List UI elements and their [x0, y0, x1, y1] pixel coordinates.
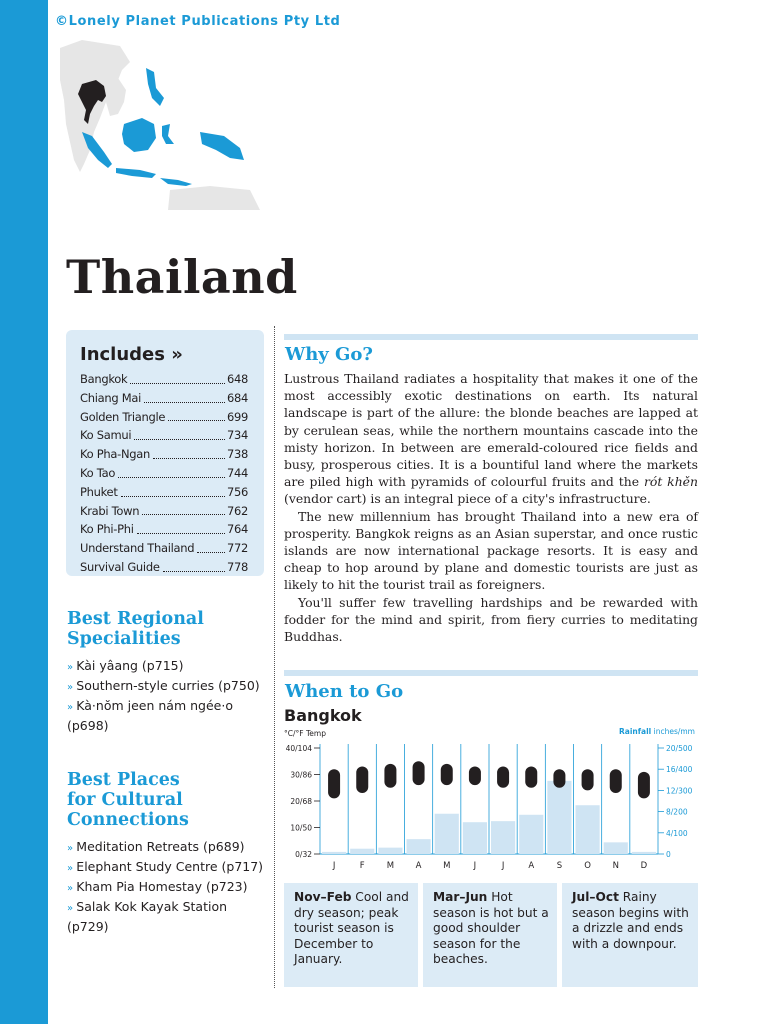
- cultural-item-text: Elephant Study Centre (p717): [76, 859, 264, 874]
- dot-leader: [130, 370, 225, 384]
- rain-tick-label: 4/100: [666, 828, 688, 838]
- includes-list: [80, 370, 248, 577]
- temperature-range-bar: [638, 772, 650, 799]
- month-label: M: [443, 861, 451, 871]
- temp-tick-label: 30/86: [290, 770, 312, 780]
- includes-item[interactable]: [80, 445, 248, 464]
- temperature-range-bar: [610, 769, 622, 793]
- dot-leader: [197, 539, 225, 553]
- month-label: M: [386, 861, 395, 871]
- dot-leader: [142, 502, 225, 516]
- month-label: D: [640, 861, 648, 871]
- dot-leader: [118, 464, 225, 478]
- cultural-item[interactable]: [67, 878, 272, 898]
- temperature-range-bar: [525, 767, 537, 788]
- regional-list: [67, 657, 272, 735]
- why-go-rule: [284, 334, 698, 340]
- season-text: [294, 890, 412, 968]
- rainfall-bar: [322, 852, 346, 854]
- cultural-item[interactable]: [67, 898, 272, 936]
- dot-leader: [137, 520, 225, 534]
- temperature-range-bar: [553, 769, 565, 788]
- season-desc: Rainy season begins with a drizzle and ends with a downpour.: [572, 890, 689, 951]
- includes-panel: [66, 330, 264, 576]
- includes-item-name: Krabi Town: [80, 503, 140, 518]
- includes-item-page: 772: [226, 541, 248, 556]
- includes-item-name: Phuket: [80, 484, 118, 499]
- temperature-range-bar: [497, 767, 509, 788]
- rainfall-bar: [435, 814, 459, 854]
- includes-item[interactable]: [80, 426, 248, 445]
- rainfall-bar: [547, 781, 571, 854]
- includes-item-page: 764: [226, 522, 248, 537]
- rainfall-bar: [632, 852, 656, 854]
- season-text: [572, 890, 692, 952]
- temperature-range-bar: [356, 767, 368, 794]
- why-go-paragraph: [284, 370, 698, 508]
- includes-item[interactable]: [80, 502, 248, 521]
- cultural-item-text: Kham Pia Homestay (p723): [76, 879, 248, 894]
- temp-axis-label: °C/°F Temp: [284, 729, 326, 738]
- includes-item-page: 778: [226, 559, 248, 574]
- month-label: F: [359, 861, 365, 871]
- month-label: S: [556, 861, 563, 871]
- rain-tick-label: 16/400: [666, 765, 693, 775]
- season-text: [433, 890, 551, 968]
- includes-item-name: Understand Thailand: [80, 541, 195, 556]
- regional-heading: [67, 609, 204, 649]
- dot-leader: [168, 408, 225, 422]
- cultural-list: [67, 838, 272, 936]
- season-months: Nov–Feb: [294, 890, 352, 904]
- season-months: Mar–Jun: [433, 890, 488, 904]
- australia-shape: [168, 186, 260, 210]
- rain-tick-label: 20/500: [666, 744, 693, 753]
- new-guinea-shape: [200, 132, 244, 160]
- temp-tick-label: 0/32: [295, 850, 312, 859]
- dot-leader: [163, 558, 225, 572]
- cultural-item[interactable]: [67, 838, 272, 858]
- regional-item-text: Southern-style curries (p750): [76, 678, 260, 693]
- includes-item-name: Golden Triangle: [80, 409, 166, 424]
- chevron-icon: »: [67, 702, 77, 713]
- temp-tick-label: 10/50: [290, 823, 312, 833]
- paragraph-text: Lustrous Thailand radiates a hospitality that makes it one of the most accessibly exotic destinations on earth. Its natural landscape is part of the allure: the blonde beaches are lapped at by cerulean seas, while the northern mountains cascade into the misty horizon. In between are emerald-coloured rice fields and busy, prosperous cities. It is a bountiful land where the markets are piled high with pyramids of colourful fruits and the: [284, 371, 698, 490]
- month-label: N: [612, 861, 619, 871]
- copyright-notice: ©Lonely Planet Publications Pty Ltd: [55, 14, 341, 29]
- month-label: J: [332, 861, 336, 871]
- borneo-shape: [122, 118, 156, 152]
- includes-item-name: Ko Pha-Ngan: [80, 447, 151, 462]
- temperature-range-bar: [441, 764, 453, 785]
- temp-tick-label: 20/68: [290, 797, 312, 806]
- rain-tick-label: 8/200: [666, 807, 688, 817]
- cultural-heading: [67, 770, 189, 830]
- climate-city: Bangkok: [284, 706, 362, 725]
- paragraph-text: (vendor cart) is an integral piece of a city's infrastructure.: [284, 491, 651, 507]
- includes-item-name: Ko Tao: [80, 465, 116, 480]
- season-desc: Cool and dry season; peak tourist season is December to January.: [294, 890, 409, 966]
- chevron-icon: »: [67, 903, 77, 914]
- rainfall-bar: [407, 839, 431, 854]
- when-to-go-rule: [284, 670, 698, 676]
- regional-heading-line: Best Regional: [67, 609, 204, 629]
- season-box: [284, 883, 418, 987]
- left-color-bar: [0, 0, 48, 1024]
- why-go-text: [284, 370, 698, 645]
- month-label: O: [584, 861, 591, 871]
- includes-item-name: Ko Phi-Phi: [80, 522, 134, 537]
- month-label: A: [528, 861, 535, 871]
- chevron-icon: »: [67, 883, 77, 894]
- season-boxes: [284, 883, 698, 987]
- season-months: Jul–Oct: [572, 890, 619, 904]
- month-label: J: [501, 861, 505, 871]
- includes-item-page: 648: [226, 372, 248, 386]
- rainfall-bar: [463, 822, 487, 854]
- rainfall-bar: [576, 805, 600, 854]
- includes-item-name: Bangkok: [80, 372, 128, 386]
- includes-item[interactable]: [80, 539, 248, 558]
- dot-leader: [153, 445, 225, 459]
- rainfall-bar: [350, 849, 374, 854]
- climate-chart: [280, 722, 700, 874]
- column-divider: [274, 326, 275, 988]
- page-title: Thailand: [66, 250, 298, 304]
- rainfall-bar: [519, 815, 543, 854]
- regional-heading-line: Specialities: [67, 629, 181, 649]
- temperature-range-bar: [469, 767, 481, 786]
- season-box: [562, 883, 698, 987]
- when-to-go-heading: When to Go: [285, 681, 404, 702]
- includes-item-name: Survival Guide: [80, 559, 160, 574]
- rainfall-bar: [491, 821, 515, 854]
- regional-item-text: Kà·nŏm jeen nám ngée·o (p698): [67, 698, 233, 733]
- why-go-paragraph: The new millennium has brought Thailand into a new era of prosperity. Bangkok reigns as an Asian superstar, and once rustic islands are now international package resorts. It is easy and cheap to hop around by plane and domestic tourists are just as likely to hit the tourist trail as foreigners.: [284, 508, 698, 593]
- includes-item[interactable]: [80, 464, 248, 483]
- temperature-range-bar: [413, 761, 425, 785]
- season-desc: Hot season is hot but a good shoulder season for the beaches.: [433, 890, 549, 966]
- temperature-range-bar: [384, 764, 396, 788]
- chevron-icon: »: [67, 682, 77, 693]
- temperature-range-bar: [328, 769, 340, 798]
- cultural-item-text: Salak Kok Kayak Station (p729): [67, 899, 228, 934]
- includes-item[interactable]: [80, 408, 248, 427]
- chevron-icon: »: [67, 863, 77, 874]
- includes-item-page: 762: [226, 503, 248, 518]
- includes-item-name: Chiang Mai: [80, 390, 141, 405]
- month-label: J: [473, 861, 477, 871]
- rain-axis-label: Rainfall inches/mm: [619, 727, 695, 736]
- why-go-paragraph: You'll suffer few travelling hardships and be rewarded with fodder for the mind and spirit, from fiery curries to meditating Buddhas.: [284, 594, 698, 645]
- includes-item[interactable]: [80, 389, 248, 408]
- locator-map: [60, 40, 260, 210]
- rainfall-bar: [378, 848, 402, 854]
- dot-leader: [134, 426, 225, 440]
- rain-tick-label: 12/300: [666, 786, 693, 796]
- rainfall-bar: [604, 842, 628, 854]
- regional-item-text: Kài yâang (p715): [76, 658, 184, 673]
- includes-item-page: 734: [226, 428, 248, 443]
- java-shape: [116, 168, 156, 178]
- cultural-heading-line: Best Places: [67, 770, 180, 790]
- includes-item-page: 738: [226, 447, 248, 462]
- cultural-item-text: Meditation Retreats (p689): [76, 839, 245, 854]
- philippines-shape: [146, 68, 164, 106]
- season-box: [423, 883, 557, 987]
- sulawesi-shape: [162, 124, 174, 144]
- includes-item[interactable]: [80, 370, 248, 389]
- rain-tick-label: 0: [666, 850, 671, 859]
- regional-item[interactable]: [67, 677, 272, 697]
- includes-item[interactable]: [80, 558, 248, 577]
- includes-heading: Includes »: [80, 344, 183, 365]
- regional-item[interactable]: [67, 657, 272, 677]
- includes-item-page: 744: [226, 465, 248, 480]
- dot-leader: [144, 389, 225, 403]
- includes-item[interactable]: [80, 483, 248, 502]
- includes-item-name: Ko Samui: [80, 428, 132, 443]
- italic-term: rót khěn: [643, 474, 698, 490]
- cultural-item[interactable]: [67, 858, 272, 878]
- cultural-heading-line: for Cultural: [67, 790, 183, 810]
- why-go-heading: Why Go?: [285, 344, 373, 365]
- regional-item[interactable]: [67, 697, 272, 735]
- dot-leader: [121, 483, 225, 497]
- temp-tick-label: 40/104: [285, 744, 312, 753]
- includes-item-page: 684: [226, 390, 248, 405]
- month-label: A: [415, 861, 422, 871]
- includes-item[interactable]: [80, 520, 248, 539]
- cultural-heading-line: Connections: [67, 810, 189, 830]
- chevron-icon: »: [67, 662, 77, 673]
- chevron-icon: »: [67, 843, 77, 854]
- includes-item-page: 699: [226, 409, 248, 424]
- nusa-tenggara-shape: [160, 178, 192, 186]
- temperature-range-bar: [582, 769, 594, 790]
- includes-item-page: 756: [226, 484, 248, 499]
